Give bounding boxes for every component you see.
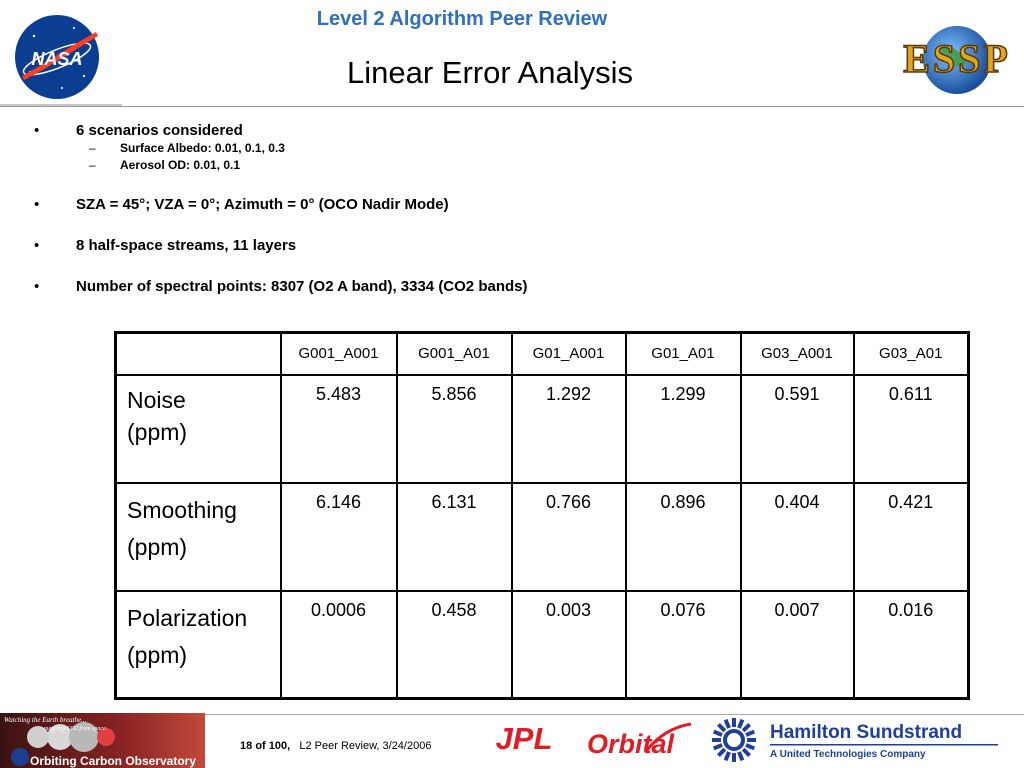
table-cell: 5.483 <box>281 375 397 483</box>
orbital-logo <box>585 722 697 762</box>
oco-tagline-1: Watching the Earth breathe... <box>4 716 87 724</box>
review-text: L2 Peer Review, 3/24/2006 <box>299 740 432 752</box>
table-cell: 1.299 <box>626 375 741 483</box>
table-cell: 0.896 <box>626 483 741 591</box>
bullet-text: 6 scenarios considered <box>76 122 243 139</box>
row-label-unit: (ppm) <box>127 641 188 668</box>
jpl-logo-text: JPL <box>495 723 553 753</box>
sub-bullet-text: Surface Albedo: 0.01, 0.1, 0.3 <box>120 141 285 155</box>
row-label-line: Polarization <box>127 604 248 631</box>
sub-bullet-albedo <box>34 140 754 157</box>
table-cell: 0.611 <box>854 375 969 483</box>
table-row <box>116 483 969 591</box>
bullet-list <box>34 122 754 296</box>
orbital-logo-text: Orbital <box>587 729 675 759</box>
essp-logo <box>896 22 1018 98</box>
table-header-cell: G03_A001 <box>741 333 854 375</box>
table-cell: 0.076 <box>626 591 741 699</box>
bullet-text: Number of spectral points: 8307 (O2 A band), 3334 (CO2 bands) <box>76 278 528 295</box>
oco-banner-logo <box>0 713 205 768</box>
footer-divider <box>205 714 1024 715</box>
bullet-item-streams <box>34 237 754 255</box>
table-header-cell <box>116 333 281 375</box>
bullet-text: 8 half-space streams, 11 layers <box>76 237 297 254</box>
row-label-polarization <box>116 591 281 699</box>
row-label-line: Smoothing <box>127 496 237 523</box>
table-cell: 1.292 <box>512 375 626 483</box>
essp-logo-text: ESSP <box>903 36 1011 81</box>
page-of-text: of <box>255 740 266 752</box>
bullet-symbol: • <box>34 237 40 254</box>
bullet-item-scenarios <box>34 122 754 140</box>
table-row <box>116 591 969 699</box>
table-header-cell: G03_A01 <box>854 333 969 375</box>
row-label-noise <box>116 375 281 483</box>
table-header-cell: G01_A001 <box>512 333 626 375</box>
bullet-symbol: • <box>34 196 40 213</box>
page-info <box>240 740 431 752</box>
row-label-smoothing <box>116 483 281 591</box>
table-cell: 0.766 <box>512 483 626 591</box>
bullet-item-geometry <box>34 196 754 214</box>
header-divider <box>0 106 1024 107</box>
table-cell: 0.016 <box>854 591 969 699</box>
table-cell: 6.146 <box>281 483 397 591</box>
table-header-row <box>116 333 969 375</box>
dash-symbol: – <box>89 158 96 172</box>
presentation-subtitle: Level 2 Algorithm Peer Review <box>316 8 608 30</box>
bullet-item-spectral-points <box>34 278 754 296</box>
row-label-unit: (ppm) <box>127 533 188 560</box>
bullet-symbol: • <box>34 278 40 295</box>
bullet-text: SZA = 45°; VZA = 0°; Azimuth = 0° (OCO Nadir Mode) <box>76 196 449 213</box>
page-number: 18 <box>240 740 253 752</box>
sub-bullet-aerosol <box>34 157 754 174</box>
table-header-cell: G001_A001 <box>281 333 397 375</box>
page-title: Linear Error Analysis <box>346 55 633 90</box>
table-header-cell: G001_A01 <box>397 333 512 375</box>
table-cell: 5.856 <box>397 375 512 483</box>
jpl-logo <box>482 723 566 753</box>
row-label-line: Noise <box>127 386 186 413</box>
error-analysis-table <box>114 331 970 700</box>
table-cell: 0.421 <box>854 483 969 591</box>
table-cell: 0.0006 <box>281 591 397 699</box>
table-cell: 0.458 <box>397 591 512 699</box>
row-label-unit: (ppm) <box>127 418 188 445</box>
oco-tagline-2: mapping CO2 from space. <box>44 726 108 732</box>
hs-name-text: Hamilton Sundstrand <box>770 722 963 743</box>
table-row <box>116 375 969 483</box>
dash-symbol: – <box>89 141 96 155</box>
table-cell: 0.591 <box>741 375 854 483</box>
sub-bullet-text: Aerosol OD: 0.01, 0.1 <box>120 158 241 172</box>
oco-name-text: Orbiting Carbon Observatory <box>30 754 197 768</box>
bullet-symbol: • <box>34 122 40 139</box>
nasa-logo-text: NASA <box>31 49 83 69</box>
table-cell: 0.003 <box>512 591 626 699</box>
page-total: 100, <box>268 740 291 752</box>
table-cell: 6.131 <box>397 483 512 591</box>
table-cell: 0.404 <box>741 483 854 591</box>
hs-tagline-text: A United Technologies Company <box>770 749 926 760</box>
table-header-cell: G01_A01 <box>626 333 741 375</box>
table-cell: 0.007 <box>741 591 854 699</box>
hamilton-sundstrand-logo <box>710 716 1010 764</box>
